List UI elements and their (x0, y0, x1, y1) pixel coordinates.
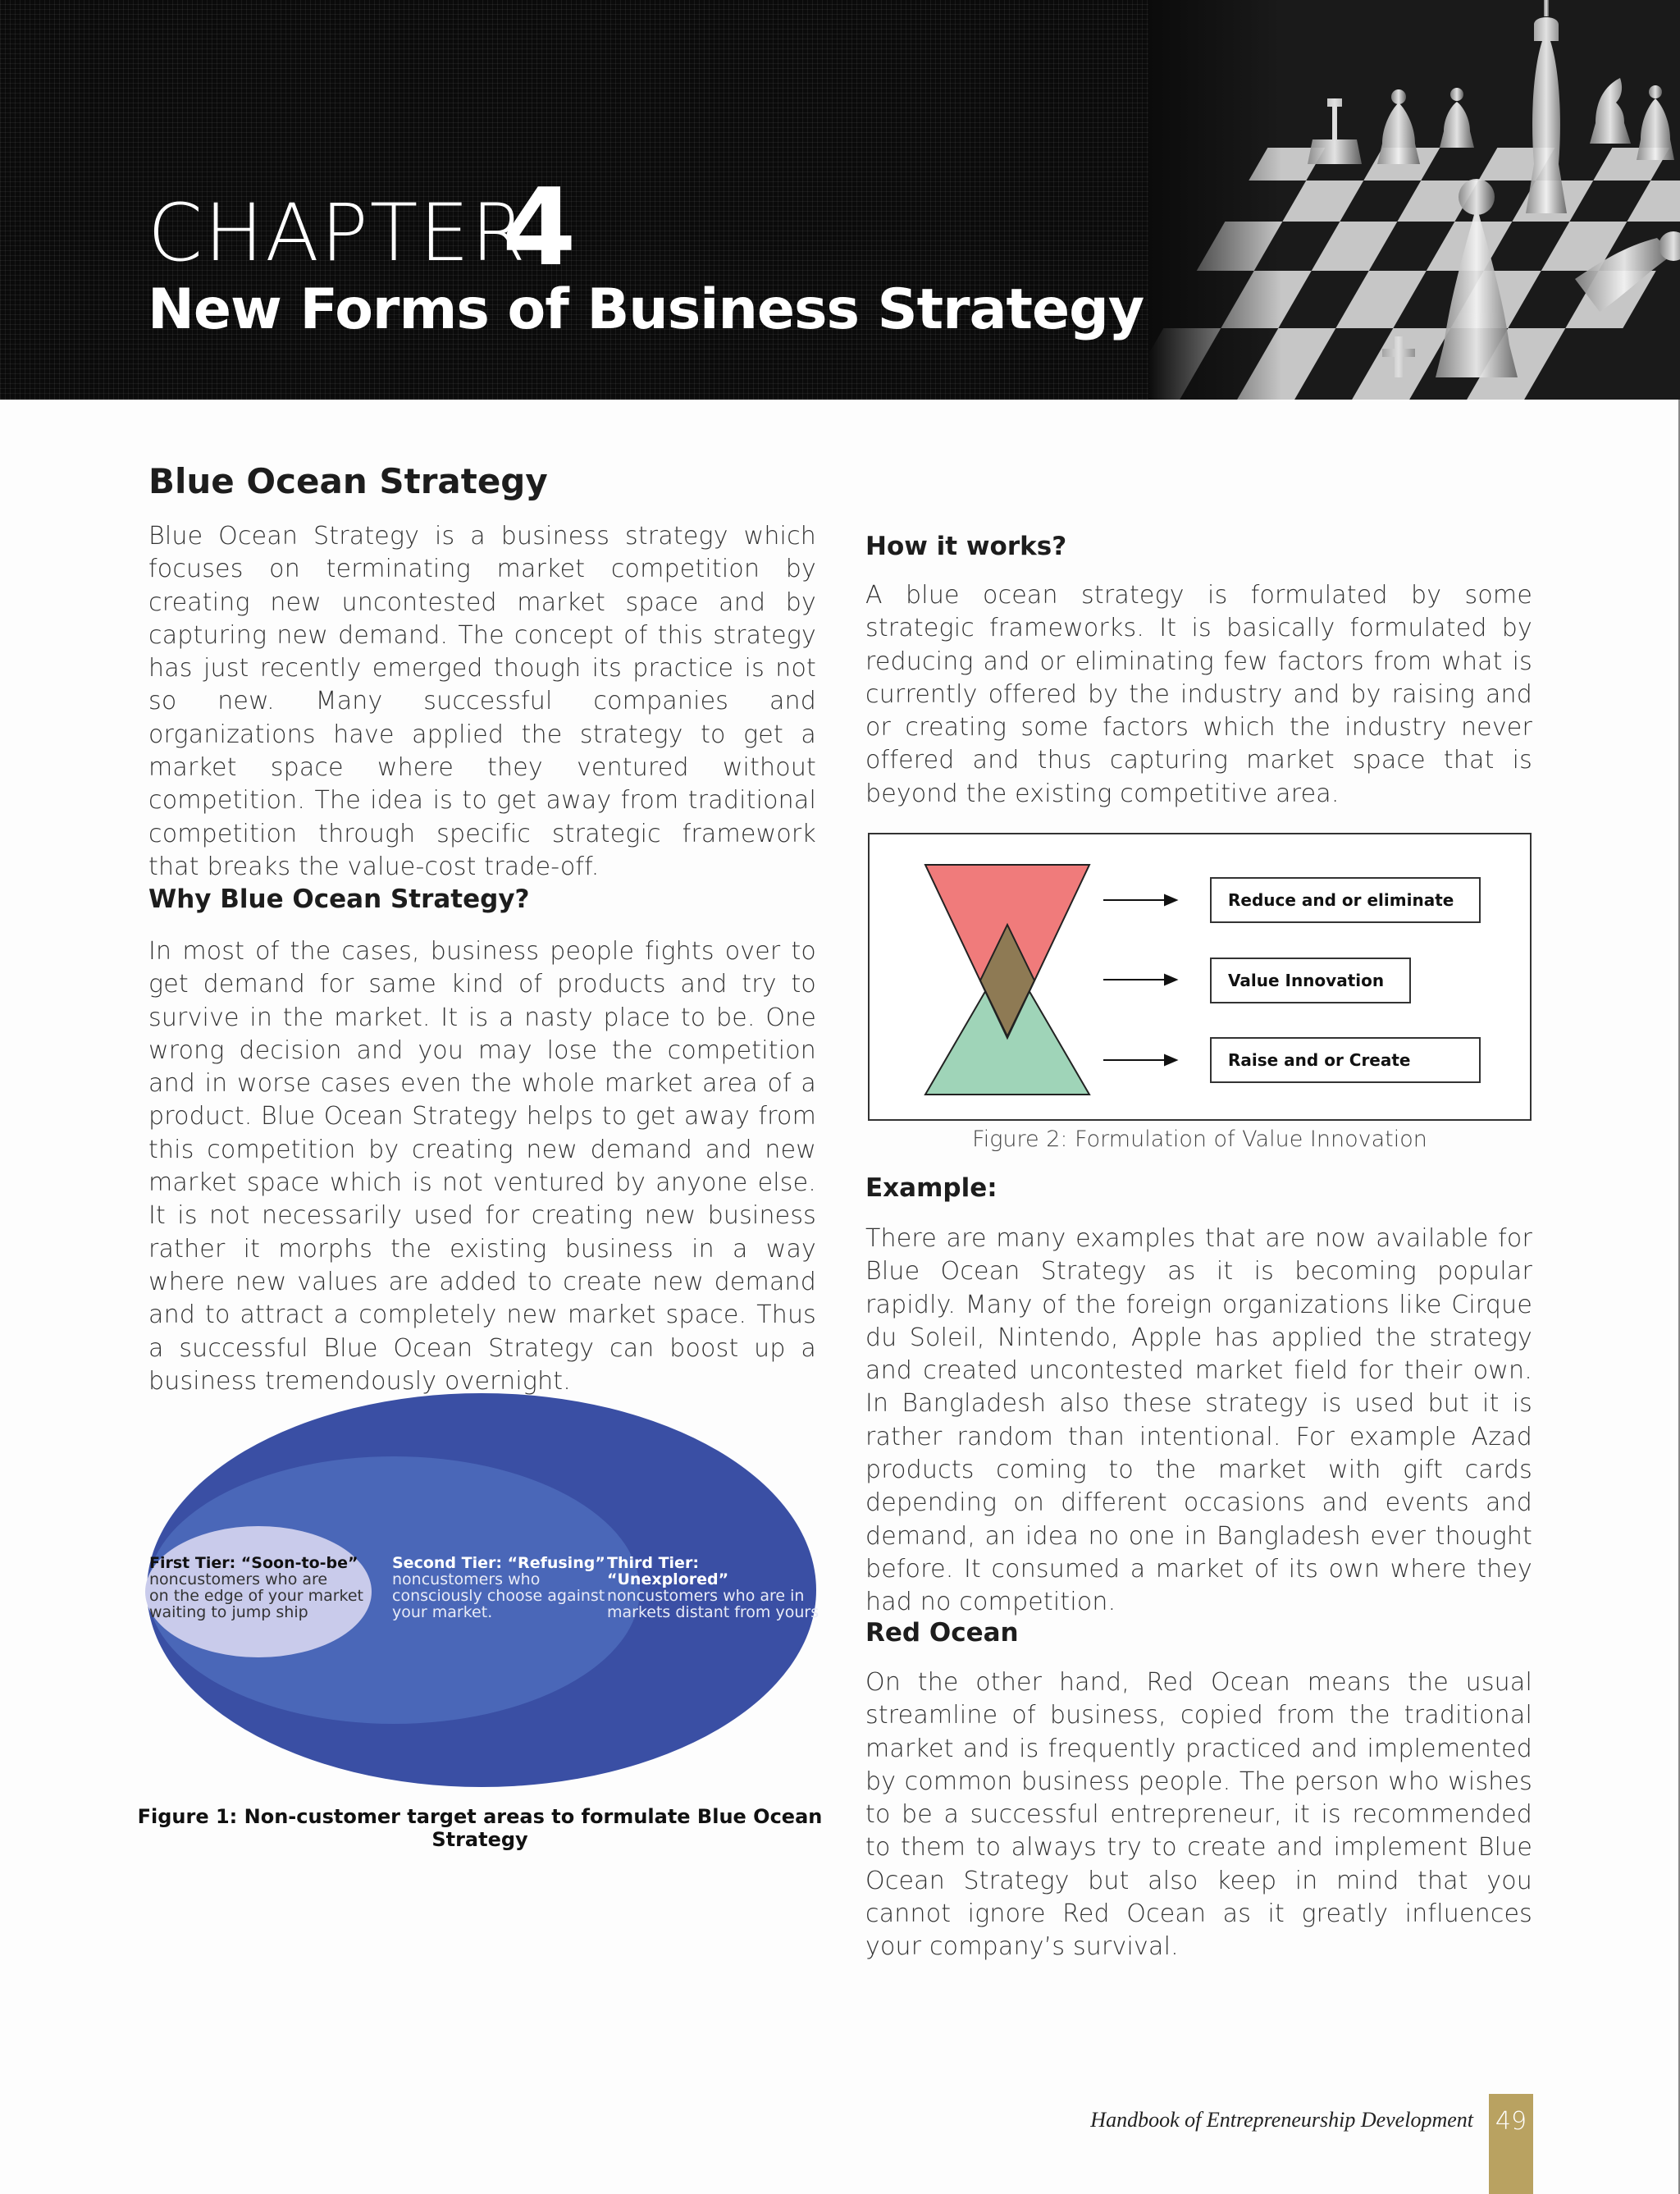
tier-first-title: First Tier: “Soon-to-be” (149, 1554, 358, 1572)
tier-second-line: your market. (392, 1603, 493, 1621)
why-text-block (148, 935, 816, 1398)
tier-first-line: on the edge of your market (149, 1587, 364, 1605)
chapter-banner (0, 0, 1680, 400)
why-heading-block (148, 884, 816, 915)
tier-first-label (149, 1555, 379, 1620)
how-it-works-heading: How it works? (865, 532, 1067, 561)
tier-second-line: consciously choose against (392, 1587, 605, 1605)
figure2-frame (868, 833, 1532, 1121)
how-heading-block (865, 532, 1532, 562)
tier-second-title: Second Tier: “Refusing” (392, 1554, 605, 1572)
red-ocean-text-block (865, 1666, 1532, 1964)
red-ocean-paragraph: On the other hand, Red Ocean means the usual streamline of business, copied from the traditional market and is frequently practiced and implemented by common business people. The person who wishes to be a successful entrepreneur, it is recommended to them to always try to create and implement Blue Ocean Strategy but also keep in mind that you cannot ignore Red Ocean as it greatly influences your company’s survival. (865, 1668, 1532, 1962)
why-blue-ocean-paragraph: In most of the cases, business people fights over to get demand for same kind of products and try to survive in the market. It is a nasty place to be. One wrong decision and you may lose the competition and in worse cases even the whole market area of a product. Blue Ocean Strategy helps to get away from this competition by creating new demand and new market space which is not ventured by anyone else. It is not necessarily used for creating new business rather it morphs the existing business in a way where new values are added to create new demand and to attract a completely new market space. Thus a successful Blue Ocean Strategy can boost up a business tremendously overnight. (148, 937, 816, 1396)
red-ocean-heading-block (865, 1618, 1532, 1648)
tier-second-line: noncustomers who (392, 1570, 541, 1588)
blue-ocean-intro-paragraph: Blue Ocean Strategy is a business strategy which focuses on terminating market competition by creating new uncontested market space and by capturing new demand. The concept of this strategy has just recently emerged though its practice is not so new. Many successful companies and organizations have applied the strategy to get a market space where they ventured without competition. The idea is to get away from traditional competition through specific strategic framework that breaks the value-cost trade-off. (148, 522, 816, 881)
page-number: 49 (1489, 2094, 1533, 2194)
red-ocean-heading: Red Ocean (865, 1618, 1019, 1648)
figure1-caption: Figure 1: Non-customer target areas to formulate Blue Ocean Strategy (137, 1805, 823, 1851)
how-text-block (865, 579, 1532, 811)
left-column (148, 461, 816, 502)
example-heading-block (865, 1173, 1532, 1204)
box-raise-create: Raise and or Create (1210, 1037, 1481, 1083)
example-heading: Example: (865, 1173, 998, 1203)
tier-second-label (392, 1555, 605, 1620)
how-it-works-paragraph: A blue ocean strategy is formulated by some strategic frameworks. It is basically formulated by reducing and or eliminating few factors from what is currently offered by the industry and by raising and or creating some factors which the industry never offered and thus capturing market space that is beyond the existing competitive area. (865, 581, 1532, 808)
example-paragraph: There are many examples that are now available for Blue Ocean Strategy as it is becoming popular rapidly. Many of the foreign organizations like Cirque du Soleil, Nintendo, Apple has applied the strategy and created uncontested market field for their own. In Bangladesh also these strategy is used but it is rather random than intentional. For example Azad products coming to the market with gift cards depending on different occasions and events and demand, an idea no one in Bangladesh ever thought before. It consumed a market of its own where they had no competition. (865, 1224, 1532, 1617)
tier-third-line: markets distant from yours (607, 1603, 819, 1621)
figure2-caption: Figure 2: Formulation of Value Innovation (972, 1127, 1427, 1152)
tier-third-title: Third Tier: “Unexplored” (607, 1554, 729, 1588)
tier-third-label (607, 1555, 820, 1620)
tier-third-line: noncustomers who are in (607, 1587, 805, 1605)
tier-first-line: waiting to jump ship (149, 1603, 308, 1621)
chapter-label: CHAPTER (148, 187, 527, 279)
tier-first-line: noncustomers who are (149, 1570, 328, 1588)
chapter-number: 4 (502, 165, 577, 290)
why-blue-ocean-heading: Why Blue Ocean Strategy? (148, 884, 530, 914)
box-reduce-eliminate: Reduce and or eliminate (1210, 877, 1481, 923)
arrows (1103, 895, 1176, 1065)
chapter-title: New Forms of Business Strategy (148, 277, 1144, 342)
section-heading-blue-ocean: Blue Ocean Strategy (148, 461, 548, 501)
box-value-innovation: Value Innovation (1210, 958, 1411, 1003)
blue-ocean-intro-block (148, 520, 816, 884)
footer-book-title: Handbook of Entrepreneurship Development (1090, 2108, 1473, 2132)
example-text-block (865, 1223, 1532, 1620)
chess-pieces-image (1148, 0, 1680, 400)
